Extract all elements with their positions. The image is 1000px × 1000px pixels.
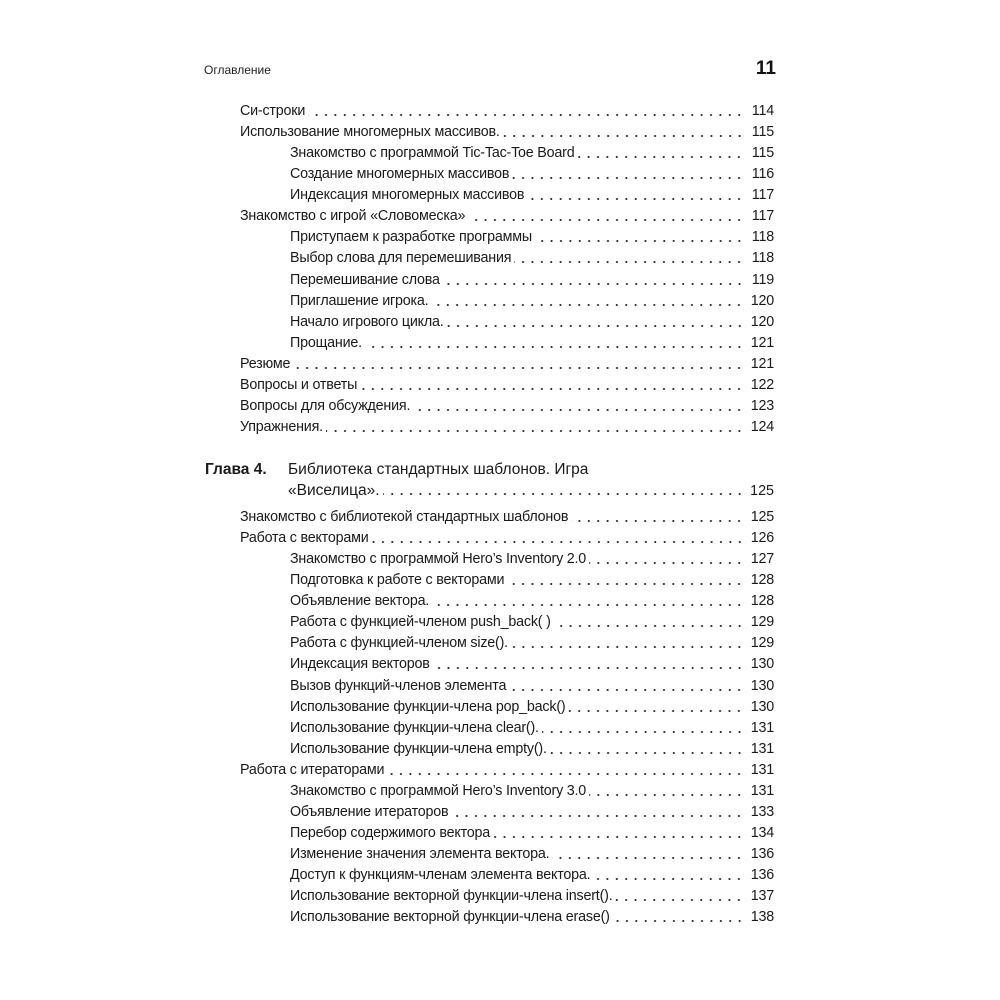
- dot-leader: [571, 519, 744, 523]
- dot-leader: [507, 582, 744, 586]
- toc-entry[interactable]: [240, 718, 774, 739]
- dot-leader: [568, 709, 744, 713]
- toc-entry-title: Приступаем к разработке программы: [290, 229, 532, 246]
- toc-entry[interactable]: [240, 143, 774, 164]
- toc-entry[interactable]: [240, 354, 774, 375]
- toc-entry-page: 138: [750, 909, 774, 926]
- toc-entry-page: 120: [750, 292, 774, 309]
- toc-entry[interactable]: [240, 844, 774, 865]
- toc-entry-title: Перемешивание слова: [290, 271, 440, 288]
- toc-entry[interactable]: [240, 570, 774, 591]
- dot-leader: [511, 645, 744, 649]
- dot-leader: [512, 176, 744, 180]
- toc-entry-page: 122: [750, 376, 774, 393]
- toc-entry-title: Использование функции-члена clear().: [290, 719, 539, 736]
- toc-entry-title: Вызов функций-членов элемента: [290, 677, 507, 694]
- toc-entry[interactable]: [240, 206, 774, 227]
- toc-entry-page: 127: [750, 551, 774, 568]
- dot-leader: [365, 345, 744, 349]
- toc-entry-page: 118: [751, 229, 774, 246]
- toc-entry[interactable]: [240, 122, 774, 143]
- toc-entry-page: 121: [750, 334, 774, 351]
- toc-entry[interactable]: [240, 101, 774, 122]
- toc-entry-title: Вопросы для обсуждения.: [240, 397, 411, 414]
- dot-leader: [542, 730, 744, 734]
- toc-entry[interactable]: [240, 760, 774, 781]
- dot-leader: [451, 814, 744, 818]
- toc-entry[interactable]: [240, 291, 774, 312]
- toc-entry-title: Перебор содержимого вектора: [290, 824, 491, 841]
- toc-entry-page: 117: [751, 187, 774, 204]
- toc-entry-title: Выбор слова для перемешивания: [290, 250, 512, 267]
- toc-entry-page: 116: [751, 166, 774, 183]
- chapter-label: Глава 4.: [205, 461, 267, 478]
- toc-entry[interactable]: [240, 612, 774, 633]
- toc-entry-page: 117: [751, 208, 774, 225]
- dot-leader: [615, 898, 744, 902]
- toc-entry[interactable]: [240, 507, 774, 528]
- toc-entry-title: Изменение значения элемента вектора.: [290, 846, 550, 862]
- toc-entry[interactable]: [240, 865, 774, 886]
- dot-leader: [589, 561, 744, 565]
- toc-entry-page: 124: [750, 418, 774, 435]
- toc-entry-page: 130: [750, 677, 774, 694]
- toc-entry-title: Индексация векторов: [290, 656, 430, 673]
- toc-entry-title: Создание многомерных массивов: [290, 166, 510, 183]
- toc-entry-page: 115: [751, 124, 774, 141]
- toc-entry-page: 130: [750, 656, 774, 673]
- toc-entry-page: 115: [751, 145, 774, 162]
- running-head: Оглавление: [204, 63, 271, 77]
- toc-entry-page: 129: [750, 614, 774, 631]
- toc-entry-page: 136: [750, 846, 774, 862]
- dot-leader: [468, 218, 744, 222]
- dot-leader: [431, 303, 744, 307]
- dot-leader: [503, 134, 744, 138]
- dot-leader: [550, 751, 744, 755]
- toc-entry-page: 131: [750, 740, 774, 757]
- toc-entry-title: Упражнения.: [240, 418, 323, 435]
- toc-entry[interactable]: [240, 549, 774, 570]
- toc-entry-page: 121: [750, 355, 774, 372]
- toc-entry-page: 131: [750, 782, 774, 799]
- dot-leader: [326, 429, 744, 433]
- dot-leader: [613, 919, 744, 923]
- dot-leader: [514, 260, 744, 264]
- toc-entry[interactable]: [240, 164, 774, 185]
- dot-leader: [554, 624, 744, 628]
- toc-entry-page: 130: [750, 698, 774, 715]
- toc-entry-title: Объявление вектора.: [290, 593, 430, 610]
- toc-entry[interactable]: [240, 654, 774, 675]
- toc-entry[interactable]: [240, 312, 774, 333]
- toc-entry-page: 137: [750, 888, 774, 905]
- dot-leader: [383, 492, 744, 496]
- toc-entry-title: Си-строки: [240, 103, 306, 119]
- toc-section-bottom: [240, 507, 774, 928]
- toc-entry-title: Прощание.: [290, 334, 362, 351]
- dot-leader: [577, 155, 744, 159]
- toc-entry-title: Знакомство с программой Hero’s Inventory 2.0: [290, 551, 587, 568]
- toc-entry[interactable]: [240, 375, 774, 396]
- toc-entry-title: Работа с векторами: [240, 530, 369, 547]
- toc-entry-title: Знакомство с программой Hero’s Inventory 3.0: [290, 782, 587, 799]
- toc-entry-page: 126: [750, 530, 774, 547]
- toc-entry-title: Вопросы и ответы: [240, 376, 358, 393]
- toc-entry-page: 129: [750, 635, 774, 652]
- toc-entry-title: Работа с функцией-членом size().: [290, 635, 508, 652]
- toc-chapter-4[interactable]: [205, 459, 774, 501]
- toc-entry-title: Знакомство с программой Tic-Tac-Toe Board: [290, 145, 575, 162]
- toc-entry[interactable]: [240, 227, 774, 248]
- toc-entry-page: 131: [750, 719, 774, 736]
- dot-leader: [293, 366, 744, 370]
- dot-leader: [308, 113, 744, 117]
- toc-entry-page: 136: [750, 867, 774, 884]
- dot-leader: [372, 540, 744, 544]
- toc-entry[interactable]: [240, 697, 774, 718]
- toc-entry[interactable]: [240, 633, 774, 654]
- toc-entry-page: 134: [750, 824, 774, 841]
- toc-entry[interactable]: [240, 676, 774, 697]
- toc-entry-title: Использование векторной функции-члена erase(): [290, 909, 610, 926]
- chapter-title-line2: «Виселица».: [288, 482, 380, 499]
- toc-entry[interactable]: [240, 781, 774, 802]
- toc-entry-title: Начало игрового цикла.: [290, 313, 444, 330]
- toc-entry-title: Знакомство с игрой «Словомеска»: [240, 208, 466, 225]
- toc-entry-title: Использование многомерных массивов.: [240, 124, 500, 141]
- toc-entry[interactable]: [240, 739, 774, 760]
- page-number: 11: [755, 58, 776, 79]
- toc-entry[interactable]: [240, 417, 774, 438]
- toc-entry-page: 118: [751, 250, 774, 267]
- toc-entry-title: Приглашение игрока.: [290, 292, 429, 309]
- dot-leader: [433, 666, 744, 670]
- dot-leader: [413, 408, 744, 412]
- toc-entry[interactable]: [240, 886, 774, 907]
- toc-entry-title: Резюме: [240, 355, 291, 372]
- dot-leader: [509, 688, 744, 692]
- toc-entry[interactable]: [240, 802, 774, 823]
- toc-entry-page: 125: [750, 509, 774, 525]
- dot-leader: [360, 387, 744, 391]
- chapter-title-line1: Библиотека стандартных шаблонов. Игра: [288, 461, 589, 478]
- toc-entry-title: Работа с функцией-членом push_back( ): [290, 614, 551, 631]
- toc-entry-title: Знакомство с библиотекой стандартных шаблонов: [240, 509, 569, 525]
- toc-entry[interactable]: [240, 333, 774, 354]
- dot-leader: [552, 856, 744, 860]
- dot-leader: [535, 239, 744, 243]
- toc-entry-page: 133: [750, 803, 774, 820]
- toc-entry-page: 131: [750, 761, 774, 778]
- toc-entry-title: Объявление итераторов: [290, 803, 449, 820]
- toc-entry[interactable]: [240, 528, 774, 549]
- toc-entry-page: 123: [750, 397, 774, 414]
- toc-entry[interactable]: [240, 270, 774, 291]
- toc-section-top: [240, 101, 774, 438]
- dot-leader: [432, 603, 744, 607]
- dot-leader: [527, 197, 744, 201]
- toc-entry-title: Подготовка к работе с векторами: [290, 572, 505, 589]
- dot-leader: [387, 772, 744, 776]
- toc-entry-page: 119: [751, 271, 774, 288]
- toc-entry[interactable]: [240, 907, 774, 928]
- dot-leader: [589, 793, 744, 797]
- dot-leader: [493, 835, 744, 839]
- toc-entry-title: Работа с итераторами: [240, 761, 385, 778]
- toc-entry-title: Использование функции-члена pop_back(): [290, 698, 566, 715]
- toc-entry-page: 128: [750, 593, 774, 610]
- toc-entry-page: 114: [751, 103, 774, 119]
- dot-leader: [443, 282, 744, 286]
- chapter-page: 125: [750, 483, 774, 499]
- dot-leader: [447, 324, 744, 328]
- toc-entry[interactable]: [240, 185, 774, 206]
- toc-entry-page: 120: [750, 313, 774, 330]
- toc-entry-title: Использование функции-члена empty().: [290, 740, 547, 757]
- toc-entry[interactable]: [240, 248, 774, 269]
- toc-entry[interactable]: [240, 591, 774, 612]
- toc-entry-title: Индексация многомерных массивов: [290, 187, 525, 204]
- toc-entry-title: Использование векторной функции-члена insert().: [290, 888, 613, 905]
- toc-entry-title: Доступ к функциям-членам элемента вектора.: [290, 867, 591, 884]
- toc-entry-page: 128: [750, 572, 774, 589]
- dot-leader: [593, 877, 744, 881]
- toc-entry[interactable]: [240, 823, 774, 844]
- toc-entry[interactable]: [240, 396, 774, 417]
